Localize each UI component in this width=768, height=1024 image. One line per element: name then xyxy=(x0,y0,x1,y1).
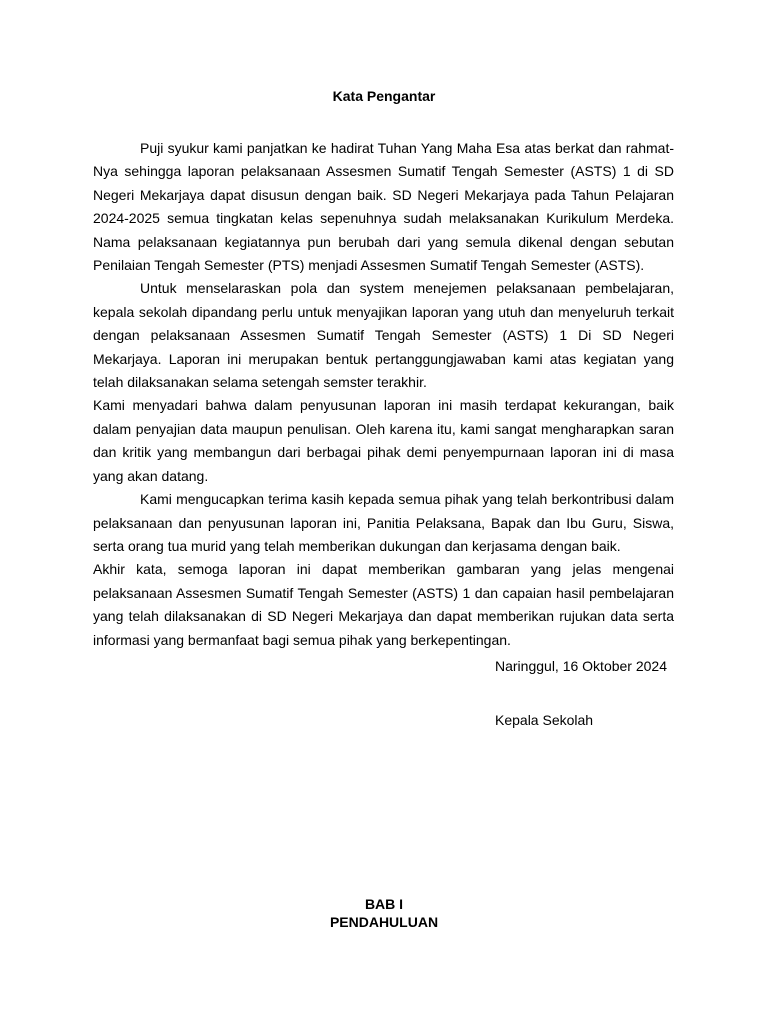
preface-body xyxy=(93,137,674,652)
chapter-number: BAB I xyxy=(364,896,404,912)
paragraph-2: Untuk menselaraskan pola dan system menejemen pelaksanaan pembelajaran, kepala sekolah dipandang perlu untuk menyajikan laporan yang utuh dan menyeluruh terkait dengan pelaksanaan Assesmen Sumatif Tengah Semester (ASTS) 1 Di SD Negeri Mekarjaya. Laporan ini merupakan bentuk pertanggungjawaban kami atas kegiatan yang telah dilaksanakan selama setengah semster terakhir. xyxy=(93,280,674,391)
paragraph-1: Puji syukur kami panjatkan ke hadirat Tuhan Yang Maha Esa atas berkat dan rahmat-Nya sehingga laporan pelaksanaan Assesmen Sumatif Tengah Semester (ASTS) 1 di SD Negeri Mekarjaya dapat disusun dengan baik. SD Negeri Mekarjaya pada Tahun Pelajaran 2024-2025 semua tingkatan kelas sepenuhnya sudah melaksanakan Kurikulum Merdeka. Nama pelaksanaan kegiatannya pun berubah dari yang semula dikenal dengan sebutan Penilaian Tengah Semester (PTS) menjadi Assesmen Sumatif Tengah Semester (ASTS). xyxy=(93,140,674,274)
signature-role: Kepala Sekolah xyxy=(495,712,594,728)
chapter-heading xyxy=(0,895,768,931)
signature-place-date: Naringgul, 16 Oktober 2024 xyxy=(495,658,667,674)
page-title: Kata Pengantar xyxy=(332,88,436,104)
chapter-title: PENDAHULUAN xyxy=(329,914,439,930)
paragraph-5: Akhir kata, semoga laporan ini dapat memberikan gambaran yang jelas mengenai pelaksanaan Assesmen Sumatif Tengah Semester (ASTS) 1 dan capaian hasil pembelajaran yang telah dilaksanakan di SD Negeri Mekarjaya dan dapat memberikan rujukan data serta informasi yang bermanfaat bagi semua pihak yang berkepentingan. xyxy=(93,561,674,648)
paragraph-4: Kami mengucapkan terima kasih kepada semua pihak yang telah berkontribusi dalam pelaksanaan dan penyusunan laporan ini, Panitia Pelaksana, Bapak dan Ibu Guru, Siswa, serta orang tua murid yang telah memberikan dukungan dan kerjasama dengan baik. xyxy=(93,491,674,554)
paragraph-3: Kami menyadari bahwa dalam penyusunan laporan ini masih terdapat kekurangan, baik dalam penyajian data maupun penulisan. Oleh karena itu, kami sangat mengharapkan saran dan kritik yang membangun dari berbagai pihak demi penyempurnaan laporan ini di masa yang akan datang. xyxy=(93,397,674,484)
